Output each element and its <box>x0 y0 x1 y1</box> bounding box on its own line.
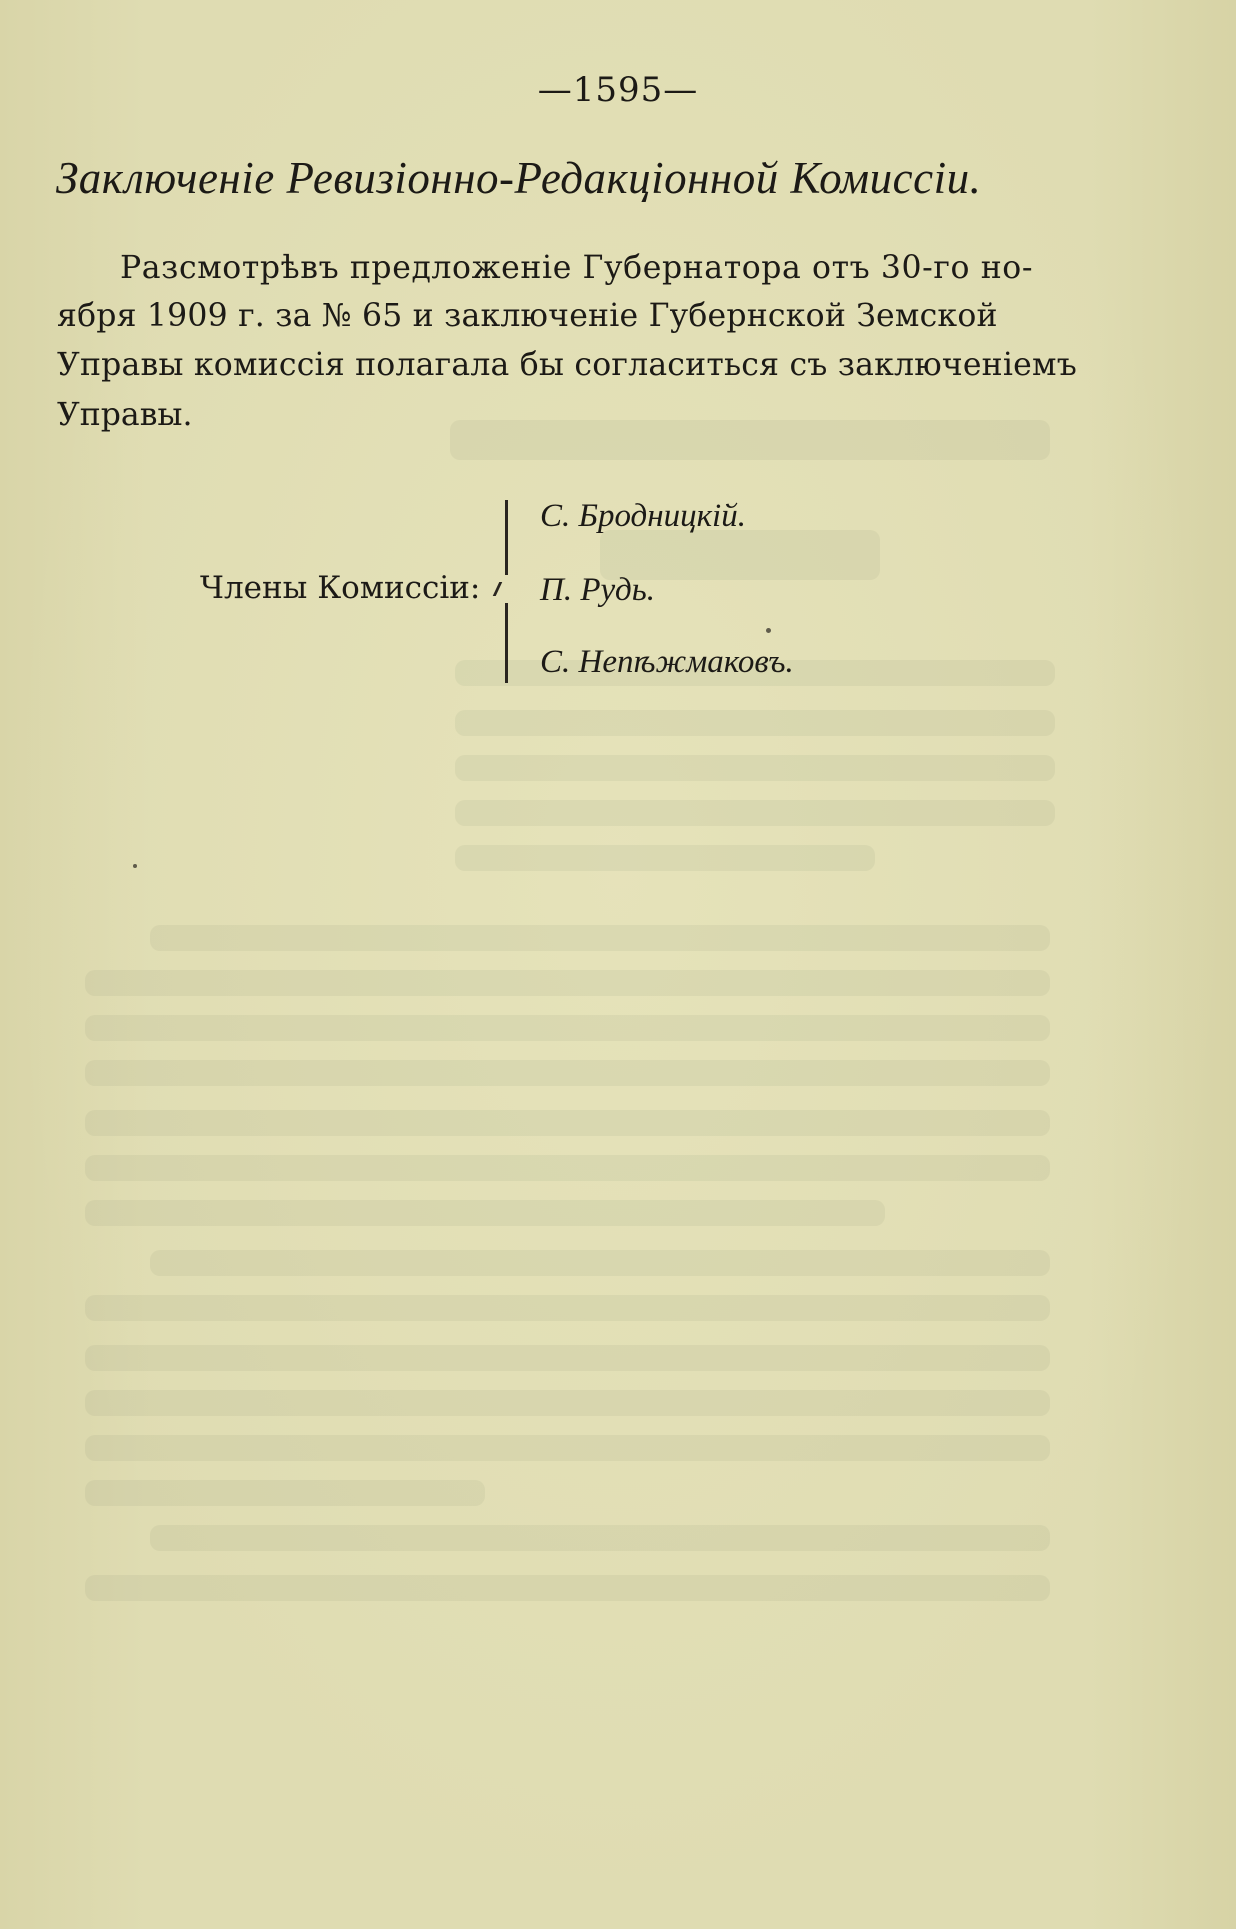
commission-members-label: Члены Комиссіи: <box>200 570 481 606</box>
bleed-through-line <box>85 1435 1050 1461</box>
bleed-through-line <box>85 1060 1050 1086</box>
ink-speck <box>766 628 771 633</box>
bleed-through-line <box>450 420 1050 460</box>
bleed-through-line <box>85 1110 1050 1136</box>
member-signature: С. Непѣжмаковъ. <box>540 644 794 680</box>
bleed-through-line <box>455 710 1055 736</box>
brace-tip <box>493 582 512 596</box>
page-number: —1595— <box>537 70 699 110</box>
bleed-through-line <box>455 755 1055 781</box>
bleed-through-line <box>150 925 1050 951</box>
brace-lower <box>505 603 508 683</box>
bleed-through-line <box>85 1480 485 1506</box>
bleed-through-line <box>85 1575 1050 1601</box>
member-signature: С. Бродницкій. <box>540 498 746 534</box>
body-line: Управы. <box>57 397 193 433</box>
bleed-through-line <box>150 1250 1050 1276</box>
body-line: Управы комиссія полагала бы согласиться съ заключеніемъ <box>57 347 1077 383</box>
section-title: Заключеніе Ревизіонно-Редакціонной Комиссіи. <box>56 153 982 203</box>
member-signature: П. Рудь. <box>540 572 656 608</box>
bleed-through-line <box>85 1155 1050 1181</box>
bleed-through-line <box>455 800 1055 826</box>
bleed-through-line <box>85 1390 1050 1416</box>
bleed-through-line <box>85 1015 1050 1041</box>
bleed-through-line <box>150 1525 1050 1551</box>
ink-speck <box>133 864 137 868</box>
bleed-through-line <box>85 1200 885 1226</box>
body-line: Разсмотрѣвъ предложеніе Губернатора отъ 30-го но- <box>120 250 1034 286</box>
body-line: ября 1909 г. за № 65 и заключеніе Губернской Земской <box>57 298 998 334</box>
bleed-through-line <box>85 1295 1050 1321</box>
bleed-through-line <box>85 1345 1050 1371</box>
bleed-through-line <box>85 970 1050 996</box>
bleed-through-line <box>455 845 875 871</box>
brace-upper <box>505 500 508 575</box>
